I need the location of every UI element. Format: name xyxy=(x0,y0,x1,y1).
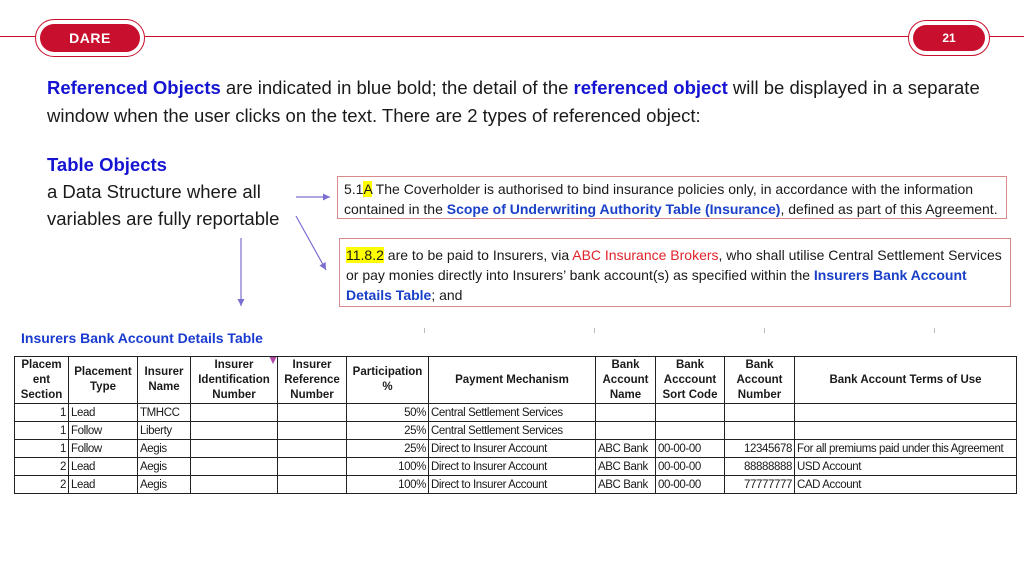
cell: ABC Bank xyxy=(596,440,656,458)
table-row xyxy=(15,458,1017,476)
col-header: Placement Type xyxy=(69,357,138,404)
cell: 88888888 xyxy=(725,458,795,476)
cell: 1 xyxy=(15,440,69,458)
cell: ABC Bank xyxy=(596,476,656,494)
cell: 12345678 xyxy=(725,440,795,458)
cell xyxy=(278,404,347,422)
table-row xyxy=(15,404,1017,422)
cell: 25% xyxy=(347,422,429,440)
col-header: Bank Account Terms of Use xyxy=(795,357,1017,404)
referenced-object-term: referenced object xyxy=(573,77,728,98)
cell: Liberty xyxy=(138,422,191,440)
cell: ABC Bank xyxy=(596,458,656,476)
col-header: Payment Mechanism xyxy=(429,357,596,404)
intro-text-1: are indicated in blue bold; the detail of the xyxy=(220,77,574,98)
cell: 25% xyxy=(347,440,429,458)
cell: 77777777 xyxy=(725,476,795,494)
cell xyxy=(596,404,656,422)
cell xyxy=(191,422,278,440)
cell: 100% xyxy=(347,476,429,494)
referenced-objects-term: Referenced Objects xyxy=(47,77,221,98)
cell xyxy=(191,476,278,494)
col-header: Insurer Name xyxy=(138,357,191,404)
cell: 100% xyxy=(347,458,429,476)
cell: Follow xyxy=(69,422,138,440)
cell: USD Account xyxy=(795,458,1017,476)
cell: Central Settlement Services xyxy=(429,422,596,440)
col-header: Participation % xyxy=(347,357,429,404)
bank-account-table-link[interactable]: Insurers Bank Account Details Table xyxy=(346,267,967,303)
tick-mark xyxy=(424,328,425,333)
cell: CAD Account xyxy=(795,476,1017,494)
cell: Lead xyxy=(69,458,138,476)
clause-prefix: 5.1 xyxy=(344,181,364,197)
cell: Lead xyxy=(69,404,138,422)
cell: Aegis xyxy=(138,440,191,458)
cell: 50% xyxy=(347,404,429,422)
bank-account-details-table xyxy=(14,356,1017,494)
cell: For all premiums paid under this Agreement xyxy=(795,440,1017,458)
cell: Direct to Insurer Account xyxy=(429,440,596,458)
cell: 00-00-00 xyxy=(656,440,725,458)
cell: 00-00-00 xyxy=(656,458,725,476)
cell: Direct to Insurer Account xyxy=(429,476,596,494)
cell: 1 xyxy=(15,422,69,440)
arrow-to-quote-2 xyxy=(296,216,326,270)
cell xyxy=(725,422,795,440)
cell xyxy=(795,422,1017,440)
col-header: Insurer Identification Number xyxy=(191,357,278,404)
cell xyxy=(795,404,1017,422)
scope-of-authority-link[interactable]: Scope of Underwriting Authority Table (Insurance) xyxy=(446,201,781,217)
cell xyxy=(656,422,725,440)
page-number: 21 xyxy=(913,25,985,51)
col-header: Bank Account Name xyxy=(596,357,656,404)
col-header: Bank Account Number xyxy=(725,357,795,404)
cell xyxy=(656,404,725,422)
col-header: Placem ent Section xyxy=(15,357,69,404)
cell xyxy=(596,422,656,440)
cell: Follow xyxy=(69,440,138,458)
cell: Direct to Insurer Account xyxy=(429,458,596,476)
cell xyxy=(278,458,347,476)
cell xyxy=(191,458,278,476)
cell xyxy=(278,422,347,440)
cell: Aegis xyxy=(138,458,191,476)
table-header-row xyxy=(15,357,1017,404)
cell xyxy=(278,476,347,494)
cell: Lead xyxy=(69,476,138,494)
clause-highlight: A xyxy=(363,181,373,197)
broker-name: ABC Insurance Brokers xyxy=(572,247,719,263)
cell xyxy=(725,404,795,422)
table-objects-line-2: variables are fully reportable xyxy=(47,208,280,229)
clause-text-1: The Coverholder is authorised to bind insurance policies only, in accordance with the information contained in the xyxy=(344,181,974,217)
clause-text-2: , defined as part of this Agreement. xyxy=(780,201,998,217)
cell: 1 xyxy=(15,404,69,422)
table-row xyxy=(15,422,1017,440)
cell: Central Settlement Services xyxy=(429,404,596,422)
tick-mark xyxy=(764,328,765,333)
cell xyxy=(191,440,278,458)
intro-text-2: will be displayed in a separate window when the user clicks on the text. There are 2 types of referenced object: xyxy=(47,77,980,126)
table-title: Insurers Bank Account Details Table xyxy=(21,330,263,346)
brand-label: DARE xyxy=(40,24,140,52)
table-row xyxy=(15,476,1017,494)
col-header: Bank Acccount Sort Code xyxy=(656,357,725,404)
cell: Aegis xyxy=(138,476,191,494)
table-objects-heading: Table Objects xyxy=(47,154,167,175)
tick-mark xyxy=(934,328,935,333)
clause-text-3: ; and xyxy=(431,287,463,303)
table-row xyxy=(15,440,1017,458)
table-objects-line-1: a Data Structure where all xyxy=(47,181,261,202)
cell: TMHCC xyxy=(138,404,191,422)
clause-text-1: are to be paid to Insurers, via xyxy=(383,247,573,263)
cell: 00-00-00 xyxy=(656,476,725,494)
cell xyxy=(191,404,278,422)
tick-mark xyxy=(594,328,595,333)
col-header: Insurer Reference Number xyxy=(278,357,347,404)
cell: 2 xyxy=(15,476,69,494)
cell xyxy=(278,440,347,458)
clause-number-highlight: 11.8.2 xyxy=(346,247,384,263)
clause-text-2: , who shall utilise Central Settlement Services or pay monies directly into Insurers’ bank account(s) as specified within the xyxy=(346,247,1002,283)
cell: 2 xyxy=(15,458,69,476)
